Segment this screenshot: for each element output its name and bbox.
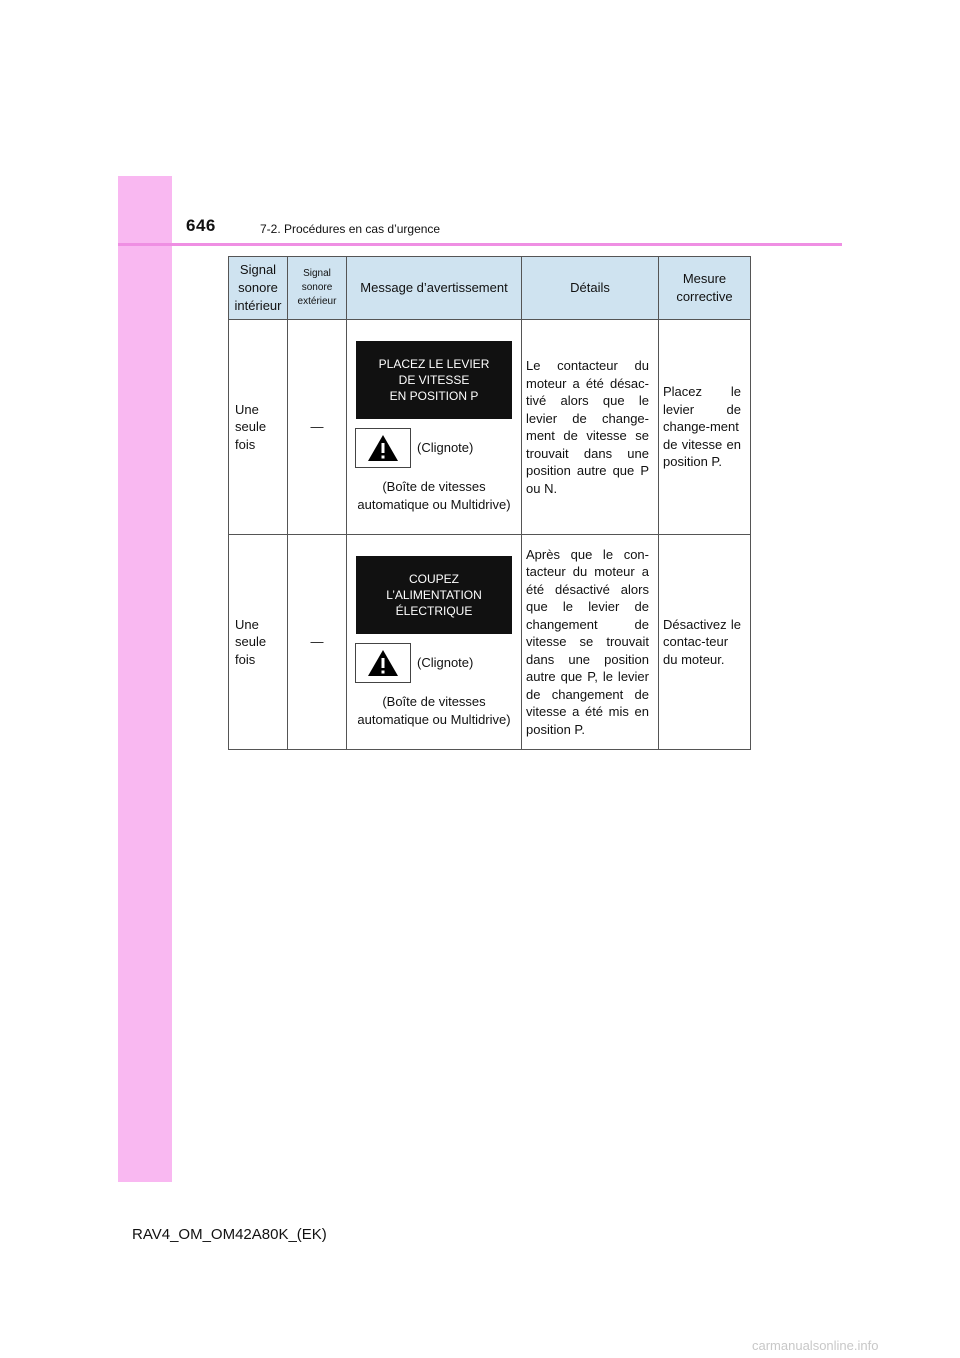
display-message: PLACEZ LE LEVIER DE VITESSE EN POSITION P [356,341,512,419]
interior-signal-cell: Une seule fois [229,535,288,750]
corrective-action-cell: Placez le levier de change-ment de vitesse en position P. [659,320,751,535]
table-row [229,535,751,750]
interior-signal-cell: Une seule fois [229,320,288,535]
warning-triangle-icon [355,428,411,468]
table-header-row [229,257,751,320]
header-exterior-signal: Signal sonore extérieur [288,257,347,320]
flash-label: (Clignote) [417,440,474,456]
warning-triangle-icon [355,643,411,683]
flash-indicator [355,643,521,683]
details-cell: Le contacteur du moteur a été désac-tivé alors que le levier de change-ment de vitesse se trouvait dans une position autre que P ou N. [522,320,659,535]
details-cell: Après que le con-tacteur du moteur a été désactivé alors que le levier de changement de vitesse se trouvait dans une position autre que P, le levier de changement de vitesse a été mis en position P. [522,535,659,750]
watermark: carmanualsonline.info [752,1338,879,1353]
header-corrective-action: Mesure corrective [659,257,751,320]
flash-indicator [355,428,521,468]
page-number: 646 [186,216,216,235]
flash-label: (Clignote) [417,655,474,671]
side-color-band [118,176,172,1182]
header-warning-message: Message d’avertissement [347,257,522,320]
transmission-note: (Boîte de vitesses automatique ou Multidrive) [357,694,511,727]
exterior-signal-cell: — [288,320,347,535]
display-message: COUPEZ L’ALIMENTATION ÉLECTRIQUE [356,556,512,634]
warning-table [228,256,751,750]
transmission-note: (Boîte de vitesses automatique ou Multidrive) [357,479,511,512]
header-rule [118,243,842,246]
header-interior-signal: Signal sonore intérieur [229,257,288,320]
section-title: 7-2. Procédures en cas d’urgence [260,222,441,236]
header-details: Détails [522,257,659,320]
warning-message-cell [347,320,522,535]
warning-message-cell [347,535,522,750]
document-code: RAV4_OM_OM42A80K_(EK) [132,1226,327,1243]
corrective-action-cell: Désactivez le contac-teur du moteur. [659,535,751,750]
exterior-signal-cell: — [288,535,347,750]
table-row [229,320,751,535]
